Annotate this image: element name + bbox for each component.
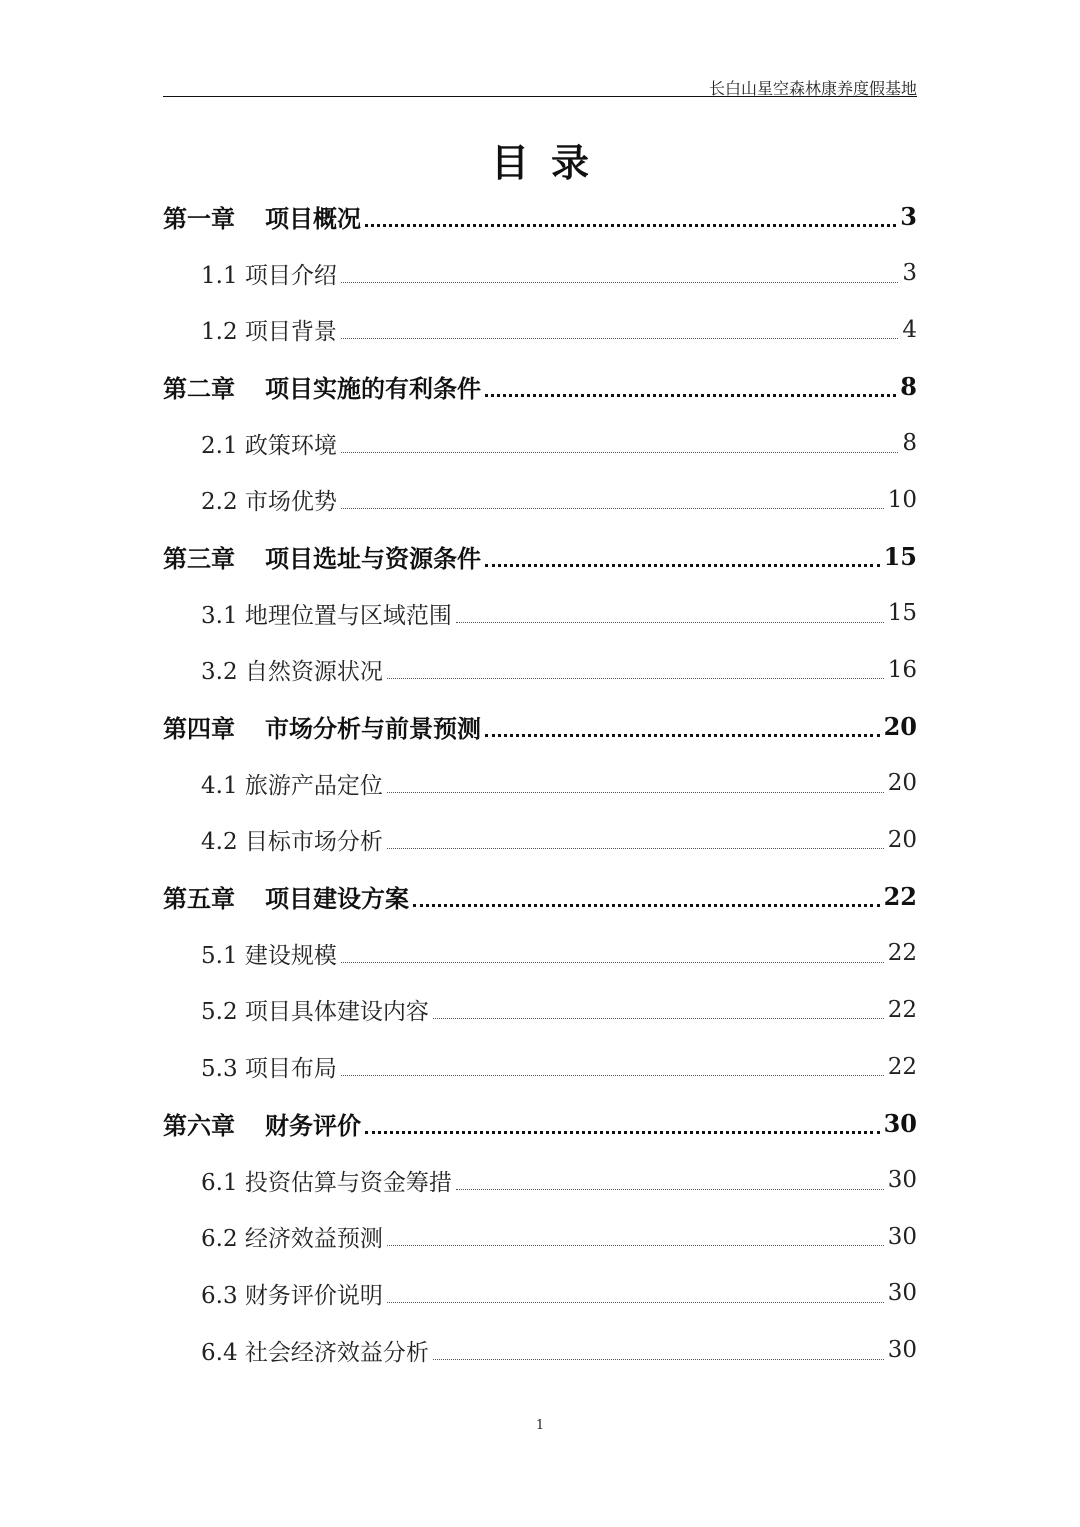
toc-entry-title: 3.1 地理位置与区域范围: [201, 602, 452, 629]
toc-entry-title: 2.2 市场优势: [201, 489, 337, 516]
toc-section-entry[interactable]: [163, 471, 917, 528]
toc-page-number: 8: [902, 430, 917, 457]
toc-entry-label: [201, 1334, 429, 1367]
toc-entry-label: [201, 1277, 383, 1310]
toc-entry-title: 1.2 项目背景: [201, 319, 337, 346]
dot-leader: [341, 1075, 884, 1076]
toc-entry-label: [201, 823, 383, 856]
toc-page-number: 30: [887, 1337, 917, 1364]
toc-entry-title: 项目建设方案: [265, 884, 409, 914]
toc-entry-label: [201, 257, 337, 290]
toc-entry-title: 项目选址与资源条件: [265, 543, 481, 573]
toc-entry-label: [201, 1164, 452, 1197]
toc-entry-title: 6.4 社会经济效益分析: [201, 1339, 429, 1366]
toc-page-number: 22: [883, 882, 917, 912]
toc-chapter-entry[interactable]: [163, 1095, 917, 1152]
toc-section-entry[interactable]: [163, 982, 917, 1039]
dot-leader: [387, 1302, 884, 1303]
dot-leader: [456, 622, 884, 623]
toc-page-number: 15: [883, 541, 917, 571]
toc-chapter-entry[interactable]: [163, 188, 917, 245]
dot-leader: [387, 678, 884, 679]
dot-leader: [433, 1018, 884, 1019]
toc-entry-label: [201, 427, 337, 460]
dot-leader: [485, 734, 880, 737]
toc-page-number: 20: [887, 770, 917, 797]
dot-leader: [365, 1131, 880, 1134]
toc-entry-title: 5.1 建设规模: [201, 942, 337, 969]
toc-chapter-number: 第三章: [163, 543, 235, 573]
toc-entry-label: [163, 1106, 361, 1141]
dot-leader: [341, 508, 884, 509]
toc-section-entry[interactable]: [163, 642, 917, 699]
toc-page-number: 20: [883, 712, 917, 742]
toc-chapter-number: 第一章: [163, 203, 235, 233]
toc-entry-title: 4.2 目标市场分析: [201, 829, 383, 856]
toc-entry-label: [163, 369, 481, 404]
toc-page-number: 4: [902, 316, 917, 343]
toc-page-number: 20: [887, 826, 917, 853]
toc-entry-title: 5.3 项目布局: [201, 1056, 337, 1083]
dot-leader: [365, 224, 896, 227]
toc-chapter-entry[interactable]: [163, 698, 917, 755]
toc-page-number: 22: [887, 996, 917, 1023]
dot-leader: [485, 394, 896, 397]
toc-entry-label: [201, 937, 337, 970]
toc-section-entry[interactable]: [163, 1152, 917, 1209]
toc-page-number: 30: [887, 1280, 917, 1307]
dot-leader: [387, 1245, 884, 1246]
toc-page-number: 30: [887, 1223, 917, 1250]
toc-section-entry[interactable]: [163, 812, 917, 869]
toc-page-number: 8: [900, 371, 917, 401]
toc-entry-title: 项目实施的有利条件: [265, 373, 481, 403]
dot-leader: [341, 338, 898, 339]
toc-section-entry[interactable]: [163, 245, 917, 302]
dot-leader: [456, 1189, 884, 1190]
toc-entry-title: 5.2 项目具体建设内容: [201, 999, 429, 1026]
toc-section-entry[interactable]: [163, 1322, 917, 1379]
toc-title: 目录: [490, 140, 611, 185]
toc-entry-label: [201, 767, 383, 800]
toc-entry-title: 2.1 政策环境: [201, 432, 337, 459]
toc-chapter-entry[interactable]: [163, 868, 917, 925]
toc-chapter-number: 第六章: [163, 1110, 235, 1140]
toc-section-entry[interactable]: [163, 301, 917, 358]
toc-entry-label: [163, 539, 481, 574]
toc-entry-title: 财务评价: [265, 1110, 361, 1140]
toc-entry-label: [201, 1220, 383, 1253]
toc-entry-label: [201, 993, 429, 1026]
toc-entry-title: 6.1 投资估算与资金筹措: [201, 1169, 452, 1196]
running-header: 长白山星空森林康养度假基地: [708, 79, 917, 98]
toc-section-entry[interactable]: [163, 925, 917, 982]
toc-section-entry[interactable]: [163, 1208, 917, 1265]
toc-page-number: 10: [887, 486, 917, 513]
toc-entry-label: [163, 879, 409, 914]
toc-entry-label: [163, 199, 361, 234]
toc-entry-title: 6.2 经济效益预测: [201, 1226, 383, 1253]
table-of-contents: [163, 188, 917, 1378]
toc-chapter-number: 第二章: [163, 373, 235, 403]
header-rule: [163, 96, 917, 97]
page-number: 1: [535, 1418, 545, 1433]
toc-entry-label: [163, 709, 481, 744]
dot-leader: [341, 452, 898, 453]
toc-section-entry[interactable]: [163, 755, 917, 812]
toc-page-number: 22: [887, 1053, 917, 1080]
toc-entry-title: 项目概况: [265, 203, 361, 233]
toc-chapter-number: 第五章: [163, 884, 235, 914]
toc-entry-title: 市场分析与前景预测: [265, 714, 481, 744]
toc-entry-label: [201, 1050, 337, 1083]
toc-section-entry[interactable]: [163, 415, 917, 472]
toc-chapter-number: 第四章: [163, 714, 235, 744]
dot-leader: [341, 282, 898, 283]
dot-leader: [387, 792, 884, 793]
toc-entry-title: 4.1 旅游产品定位: [201, 772, 383, 799]
toc-page-number: 3: [900, 201, 917, 231]
toc-section-entry[interactable]: [163, 1265, 917, 1322]
toc-page-number: 16: [887, 656, 917, 683]
toc-entry-label: [201, 653, 383, 686]
toc-entry-title: 6.3 财务评价说明: [201, 1282, 383, 1309]
toc-page-number: 3: [902, 260, 917, 287]
toc-entry-title: 3.2 自然资源状况: [201, 659, 383, 686]
dot-leader: [433, 1359, 884, 1360]
toc-chapter-entry[interactable]: [163, 528, 917, 585]
toc-entry-label: [201, 483, 337, 516]
toc-entry-title: 1.1 项目介绍: [201, 262, 337, 289]
toc-page-number: 30: [883, 1108, 917, 1138]
dot-leader: [485, 564, 880, 567]
toc-page-number: 22: [887, 940, 917, 967]
toc-entry-label: [201, 597, 452, 630]
toc-chapter-entry[interactable]: [163, 358, 917, 415]
toc-page-number: 15: [887, 600, 917, 627]
toc-page-number: 30: [887, 1167, 917, 1194]
dot-leader: [413, 904, 880, 907]
toc-section-entry[interactable]: [163, 585, 917, 642]
toc-section-entry[interactable]: [163, 1038, 917, 1095]
dot-leader: [341, 962, 884, 963]
toc-entry-label: [201, 313, 337, 346]
dot-leader: [387, 848, 884, 849]
